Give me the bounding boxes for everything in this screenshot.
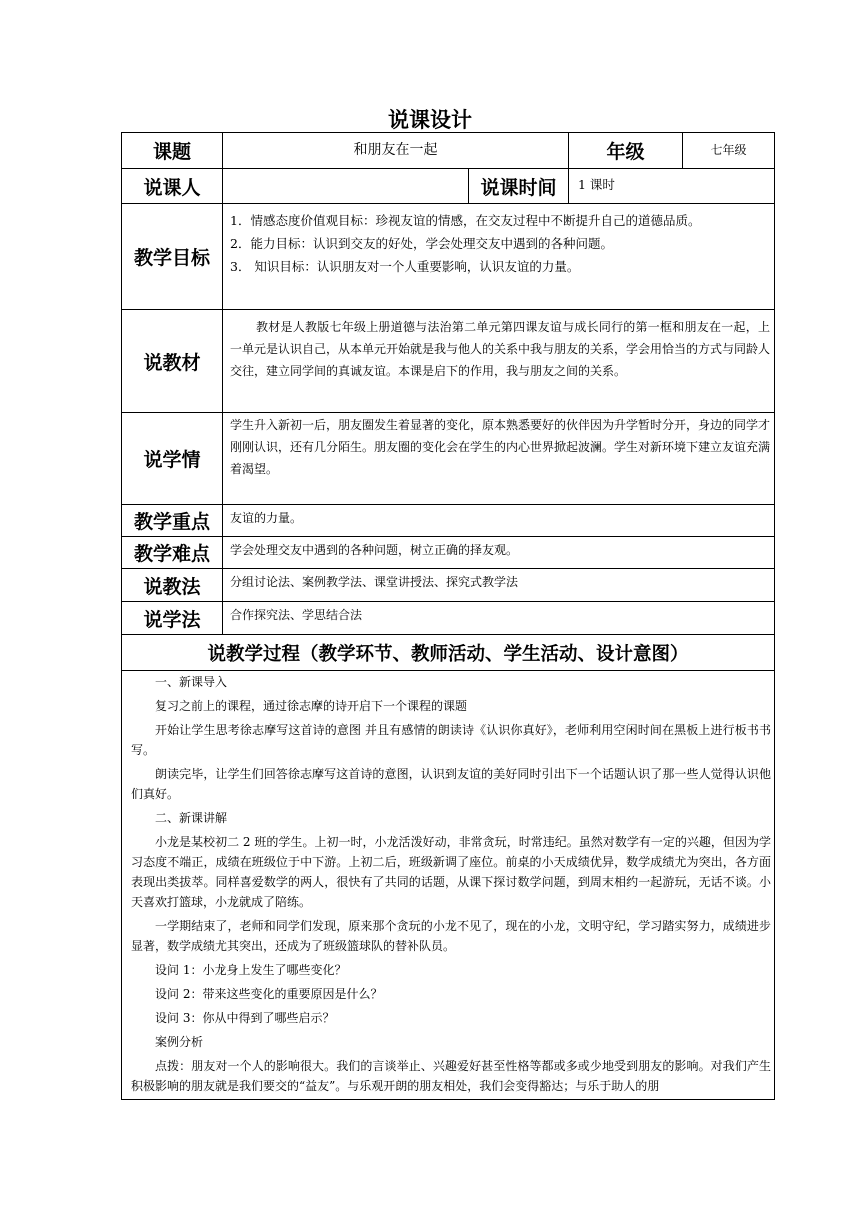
- process-paragraph: 设问 3：你从中得到了哪些启示？: [155, 1011, 335, 1025]
- students-label: 说学情: [143, 449, 201, 471]
- learning-methods-label: 说学法: [143, 608, 201, 631]
- key-points-label: 教学重点: [133, 511, 210, 533]
- process-paragraph: 一、新课导入: [155, 675, 228, 689]
- process-paragraph: 设问 2：带来这些变化的重要原因是什么？: [155, 987, 383, 1001]
- process-body: [131, 672, 771, 1098]
- teaching-methods-text: 分组讨论法、案例教学法、课堂讲授法、探究式教学法: [230, 575, 519, 589]
- grade-label: 年级: [606, 141, 645, 163]
- material-text: 教材是人教版七年级上册道德与法治第二单元第四课友谊与成长同行的第一框和朋友在一起，上一单元是认识自己，从本单元开始就是我与他人的关系中我与朋友的关系，学会用恰当的方式与同龄人交往，建立同学间的真诚友谊。本课是启下的作用，我与朋友之间的关系。: [230, 320, 771, 378]
- process-paragraph: 案例分析: [155, 1035, 204, 1049]
- speaker-value: [223, 169, 468, 203]
- time-label: 说课时间: [480, 176, 557, 199]
- objectives-label: 教学目标: [133, 247, 210, 269]
- objective-item: 2．能力目标：认识到交友的好处，学会处理交友中遇到的各种问题。: [230, 236, 613, 251]
- difficulties-label: 教学难点: [133, 543, 210, 565]
- time-value: 1 课时: [578, 177, 615, 192]
- process-paragraph: 点拨：朋友对一个人的影响很大。我们的言谈举止、兴趣爱好甚至性格等都或多或少地受到朋友的影响。对我们产生积极影响的朋友就是我们要交的“益友”。与乐观开朗的朋友相处，我们会变得豁达；与乐于助人的朋: [131, 1059, 771, 1093]
- objectives-list: [230, 209, 770, 278]
- process-paragraph: 二、新课讲解: [155, 811, 228, 825]
- column-divider: [568, 168, 569, 203]
- column-divider: [222, 132, 223, 634]
- learning-methods-text: 合作探究法、学思结合法: [230, 608, 363, 622]
- topic-value: 和朋友在一起: [353, 142, 438, 158]
- document-title: 说课设计: [388, 108, 472, 132]
- topic-label: 课题: [152, 141, 191, 163]
- row-divider: [121, 670, 775, 671]
- objective-item: 3． 知识目标：认识朋友对一个人重要影响，认识友谊的力量。: [230, 259, 580, 274]
- process-paragraph: 小龙是某校初二 2 班的学生。上初一时，小龙活泼好动，非常贪玩，时常违纪。虽然对数学有一定的兴趣，但因为学习态度不端正，成绩在班级位于中下游。上初二后，班级新调了座位。前桌的小天成绩优异，数学成绩尤为突出，各方面表现出类拔萃。同样喜爱数学的两人，很快有了共同的话题，从课下探讨数学问题，到周末相约一起游玩，无话不谈。小天喜欢打篮球，小龙就成了陪练。: [131, 835, 771, 909]
- process-paragraph: 设问 1：小龙身上发生了哪些变化？: [155, 963, 347, 977]
- process-paragraph: 一学期结束了，老师和同学们发现，原来那个贪玩的小龙不见了，现在的小龙，文明守纪，学习踏实努力，成绩进步显著，数学成绩尤其突出，还成为了班级篮球队的替补队员。: [131, 919, 771, 953]
- students-text: 学生升入新初一后，朋友圈发生着显著的变化，原本熟悉要好的伙伴因为升学暂时分开，身边的同学才刚刚认识，还有几分陌生。朋友圈的变化会在学生的内心世界掀起波澜。学生对新环境下建立友谊充满着渴望。: [230, 418, 771, 476]
- speaker-label: 说课人: [143, 176, 201, 199]
- process-paragraph: 复习之前上的课程，通过徐志摩的诗开启下一个课程的课题: [155, 699, 468, 713]
- process-heading: 说教学过程（教学环节、教师活动、学生活动、设计意图）: [207, 643, 689, 665]
- grade-value: 七年级: [710, 143, 747, 157]
- difficulties-text: 学会处理交友中遇到的各种问题，树立正确的择友观。: [230, 543, 519, 557]
- teaching-methods-label: 说教法: [143, 575, 201, 598]
- key-points-text: 友谊的力量。: [230, 511, 303, 525]
- process-paragraph: 开始让学生思考徐志摩写这首诗的意图 并且有感情的朗读诗《认识你真好》，老师利用空闲时间在黑板上进行板书书写。: [131, 723, 771, 757]
- material-label: 说教材: [143, 351, 201, 374]
- objective-item: 1．情感态度价值观目标：珍视友谊的情感，在交友过程中不断提升自己的道德品质。: [230, 213, 701, 228]
- process-paragraph: 朗读完毕，让学生们回答徐志摩写这首诗的意图，认识到友谊的美好同时引出下一个话题认识了那一些人觉得认识他们真好。: [131, 767, 771, 801]
